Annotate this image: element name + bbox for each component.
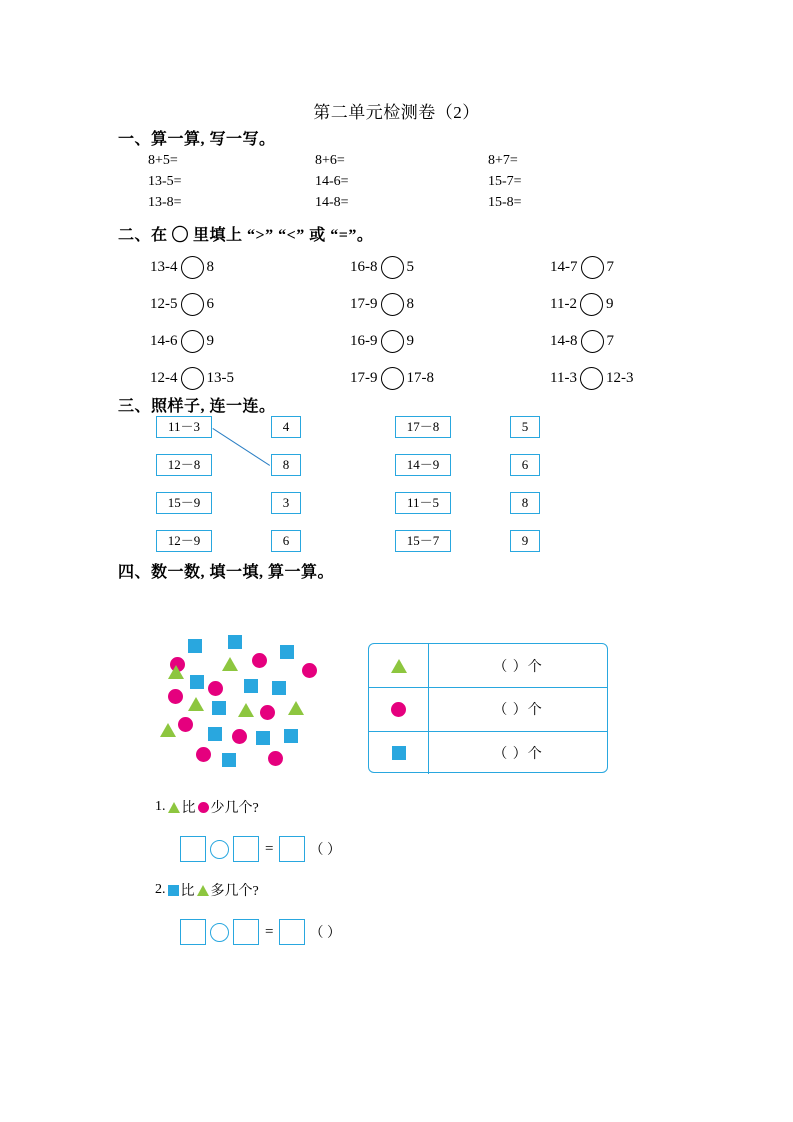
- match-expression-box[interactable]: 11－3: [156, 416, 212, 438]
- compare-row: [150, 360, 750, 397]
- square-icon: [212, 701, 226, 715]
- calc-cell: 13-5=: [148, 174, 182, 189]
- compare-blank-circle[interactable]: [381, 330, 404, 353]
- operator-circle[interactable]: [210, 840, 229, 859]
- match-answer-box[interactable]: 3: [271, 492, 301, 514]
- compare-left: 14-8: [550, 333, 578, 349]
- answer-box[interactable]: [279, 919, 305, 945]
- question-text-before: 比: [180, 884, 195, 899]
- count-table: [368, 643, 608, 773]
- compare-blank-circle[interactable]: [580, 293, 603, 316]
- compare-blank-circle[interactable]: [381, 256, 404, 279]
- calc-cell: 15-8=: [488, 195, 522, 210]
- compare-left: 11-2: [550, 296, 577, 312]
- compare-row: [150, 249, 750, 286]
- answer-row-2: [180, 919, 341, 945]
- unit-paren[interactable]: （ ）: [309, 926, 341, 941]
- match-expression-box[interactable]: 17－8: [395, 416, 451, 438]
- compare-item: [550, 256, 750, 279]
- question-number: 2.: [155, 882, 166, 897]
- question-2: [155, 880, 259, 900]
- compare-right: 8: [406, 296, 414, 312]
- compare-right: 13-5: [206, 370, 234, 386]
- compare-right: 7: [606, 333, 614, 349]
- circle-icon: [178, 717, 193, 732]
- square-icon: [208, 727, 222, 741]
- answer-row-1: [180, 836, 341, 862]
- calc-cell: 8+7=: [488, 153, 518, 168]
- count-blank[interactable]: （ ）个: [493, 659, 543, 675]
- equals-sign: =: [265, 923, 274, 940]
- calc-row: [148, 192, 708, 213]
- match-expression-box[interactable]: 12－8: [156, 454, 212, 476]
- match-answer-box[interactable]: 8: [510, 492, 540, 514]
- triangle-icon: [197, 885, 209, 896]
- square-icon: [168, 885, 179, 896]
- match-sample-line: [212, 428, 270, 466]
- match-expression-box[interactable]: 14－9: [395, 454, 451, 476]
- calc-cell: 8+6=: [315, 153, 345, 168]
- compare-blank-circle[interactable]: [181, 367, 204, 390]
- question-number: 1.: [155, 799, 166, 814]
- answer-box[interactable]: [233, 919, 259, 945]
- table-row: [369, 687, 607, 730]
- match-answer-box[interactable]: 6: [510, 454, 540, 476]
- compare-item: [550, 330, 750, 353]
- triangle-icon: [391, 659, 407, 673]
- triangle-icon: [222, 657, 238, 671]
- section-2-heading: 二、在 ◯ 里填上 “>” “<” 或 “=”。: [118, 227, 374, 244]
- compare-blank-circle[interactable]: [580, 367, 603, 390]
- compare-right: 9: [605, 296, 614, 312]
- compare-blank-circle[interactable]: [581, 330, 604, 353]
- question-text-before: 比: [181, 801, 196, 816]
- calc-cell: 14-6=: [315, 174, 349, 189]
- shape-cluster-illustration: [160, 635, 340, 780]
- compare-blank-circle[interactable]: [181, 256, 204, 279]
- circle-icon: [391, 702, 406, 717]
- table-row: [369, 731, 607, 774]
- calc-row: [148, 171, 708, 192]
- section-2-problems: [150, 249, 750, 397]
- section-1-problems: [148, 150, 708, 213]
- square-icon: [228, 635, 242, 649]
- compare-left: 12-4: [150, 370, 178, 386]
- square-icon: [392, 746, 406, 760]
- compare-item: [150, 293, 350, 316]
- question-text-after: 多几个?: [210, 884, 259, 899]
- compare-left: 14-7: [550, 259, 578, 275]
- calc-row: [148, 150, 708, 171]
- compare-blank-circle[interactable]: [181, 330, 204, 353]
- answer-box[interactable]: [180, 919, 206, 945]
- triangle-icon: [188, 697, 204, 711]
- match-expression-box[interactable]: 12－9: [156, 530, 212, 552]
- compare-item: [150, 367, 350, 390]
- table-row: [369, 644, 607, 687]
- match-answer-box[interactable]: 6: [271, 530, 301, 552]
- answer-box[interactable]: [279, 836, 305, 862]
- compare-left: 17-9: [350, 296, 378, 312]
- circle-icon: [260, 705, 275, 720]
- square-icon: [244, 679, 258, 693]
- compare-left: 16-8: [350, 259, 378, 275]
- operator-circle[interactable]: [210, 923, 229, 942]
- section-3-heading: 三、照样子, 连一连。: [118, 398, 276, 415]
- triangle-icon: [288, 701, 304, 715]
- section-3-matching: [150, 412, 710, 554]
- compare-item: [350, 367, 550, 390]
- circle-icon: [208, 681, 223, 696]
- square-icon: [188, 639, 202, 653]
- triangle-icon: [168, 802, 180, 813]
- compare-item: [150, 330, 350, 353]
- triangle-icon: [238, 703, 254, 717]
- circle-icon: [252, 653, 267, 668]
- question-1: [155, 797, 259, 817]
- compare-blank-circle[interactable]: [381, 293, 404, 316]
- compare-item: [350, 293, 550, 316]
- compare-right: 5: [406, 259, 414, 275]
- row-shape-square: [369, 732, 429, 774]
- calc-cell: 13-8=: [148, 195, 182, 210]
- row-shape-circle: [369, 688, 429, 730]
- circle-icon: [198, 802, 209, 813]
- match-answer-box[interactable]: 5: [510, 416, 540, 438]
- answer-box[interactable]: [233, 836, 259, 862]
- count-blank[interactable]: （ ）个: [493, 703, 543, 719]
- triangle-icon: [160, 723, 176, 737]
- square-icon: [190, 675, 204, 689]
- compare-right: 12-3: [605, 370, 634, 386]
- unit-paren[interactable]: （ ）: [309, 843, 341, 858]
- calc-cell: 8+5=: [148, 153, 178, 168]
- match-answer-box[interactable]: 9: [510, 530, 540, 552]
- section-1-heading: 一、算一算, 写一写。: [118, 131, 276, 148]
- compare-item: [350, 256, 550, 279]
- compare-right: 9: [206, 333, 214, 349]
- circle-icon: [302, 663, 317, 678]
- circle-icon: [196, 747, 211, 762]
- compare-left: 13-4: [150, 259, 178, 275]
- count-blank[interactable]: （ ）个: [493, 746, 543, 762]
- compare-left: 14-6: [150, 333, 178, 349]
- calc-cell: 14-8=: [315, 195, 349, 210]
- compare-right: 17-8: [406, 370, 434, 386]
- compare-item: [550, 367, 750, 390]
- question-text-after: 少几个?: [210, 801, 259, 816]
- page-title: 第二单元检测卷（2）: [313, 103, 480, 122]
- compare-row: [150, 286, 750, 323]
- match-answer-box[interactable]: 8: [271, 454, 301, 476]
- compare-left: 16-9: [350, 333, 378, 349]
- match-expression-box[interactable]: 11－5: [395, 492, 451, 514]
- match-answer-box[interactable]: 4: [271, 416, 301, 438]
- answer-box[interactable]: [180, 836, 206, 862]
- compare-right: 6: [206, 296, 214, 312]
- section-4-heading: 四、数一数, 填一填, 算一算。: [118, 564, 335, 581]
- calc-cell: 15-7=: [488, 174, 522, 189]
- compare-left: 12-5: [150, 296, 178, 312]
- circle-icon: [168, 689, 183, 704]
- compare-right: 9: [406, 333, 414, 349]
- compare-blank-circle[interactable]: [581, 256, 604, 279]
- compare-right: 7: [606, 259, 614, 275]
- circle-icon: [268, 751, 283, 766]
- compare-left: 17-9: [350, 370, 378, 386]
- compare-blank-circle[interactable]: [181, 293, 204, 316]
- circle-icon: [232, 729, 247, 744]
- square-icon: [272, 681, 286, 695]
- square-icon: [222, 753, 236, 767]
- square-icon: [284, 729, 298, 743]
- match-expression-box[interactable]: 15－9: [156, 492, 212, 514]
- compare-item: [350, 330, 550, 353]
- compare-left: 11-3: [550, 370, 577, 386]
- row-shape-triangle: [369, 644, 429, 687]
- compare-right: 8: [206, 259, 214, 275]
- triangle-icon: [168, 665, 184, 679]
- square-icon: [280, 645, 294, 659]
- match-expression-box[interactable]: 15－7: [395, 530, 451, 552]
- compare-row: [150, 323, 750, 360]
- equals-sign: =: [265, 840, 274, 857]
- compare-item: [150, 256, 350, 279]
- square-icon: [256, 731, 270, 745]
- compare-item: [550, 293, 750, 316]
- compare-blank-circle[interactable]: [381, 367, 404, 390]
